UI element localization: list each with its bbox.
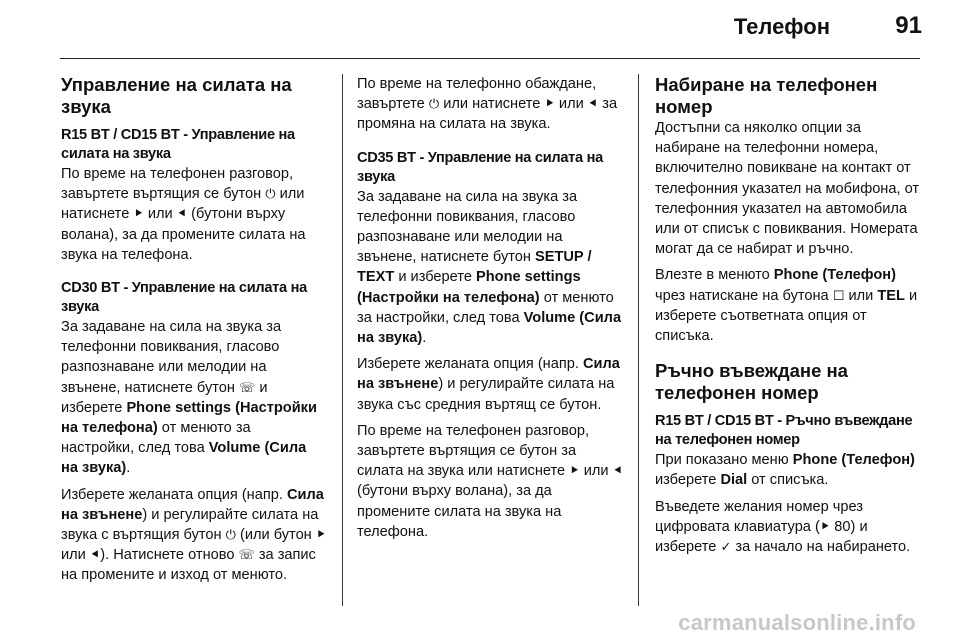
rotary-knob-icon: ⏻ [428,96,440,112]
arrow-right-icon: ⯈ [133,206,144,222]
subsection-title-r15: R15 BT / CD15 BT - Управление на силата на звука [61,127,295,162]
column-3 [655,74,921,563]
column-divider-2 [638,74,639,606]
paragraph-manual-menu: При показано меню Phone (Телефон) изберете Dial от списъка. [655,452,915,489]
watermark: carmanualsonline.info [678,610,916,635]
arrow-left-icon: ⯇ [176,206,188,222]
arrow-left-icon: ⯇ [612,463,623,479]
header-rule [60,58,920,59]
reference-arrow-icon: ⯈ [819,518,831,534]
paragraph-cd35-option: Изберете желаната опция (напр. Сила на звънене) и регулирайте силата на звука със средния въртящ се бутон. [357,356,620,413]
arrow-right-icon: ⯈ [544,96,555,112]
subsection-title-cd30: CD30 BT - Управление на силата на звука [61,280,307,316]
arrow-left-icon: ⯇ [587,96,599,112]
paragraph-cd35-settings: За задаване на сила на звука за телефонни повиквания, гласово разпознаване или мелодии на звънене, натиснете бутон SETUP / TEXT и изберете Phone settings (Настройки на телефона) от менюто за настройки, след това Volume (Сила на звука). [357,188,622,347]
section-heading-manual-entry: Ръчно въвеждане на телефонен номер [655,360,848,404]
paragraph-call-volume: По време на телефонно обаждане, завъртете ⏻ или натиснете ⯈ или ⯇ за промяна на силата на звука. [357,76,618,133]
paragraph-cd30-option: Изберете желаната опция (напр. Сила на звънене) и регулирайте силата на звука с въртящия бутон ⏻ (или бутон ⯈ или ⯇). Натиснете отново ☏ за запис на промените и изход от менюто. [61,486,327,584]
paragraph-r15-volume: По време на телефонен разговор, завъртете въртящия се бутон ⏻ или натиснете ⯈ или ⯇ (бутони върху волана), за да промените силата на звука на телефона. [61,166,306,263]
subsection-title-r15-manual: R15 BT / CD15 BT - Ръчно въвеждане на телефонен номер [655,413,913,449]
paragraph-cd35-call: По време на телефонен разговор, завъртете въртящия се бутон за силата на звука или натиснете ⯈ или ⯇ (бутони върху волана), за да промените силата на звука на телефона. [357,422,623,540]
paragraph-cd30-settings: За задаване на сила на звука за телефонни повиквания, гласово разпознаване или мелодии на звънене, натиснете бутон ☏ и изберете Phone settings (Настройки на телефона) от менюто за настройки, след това Volume (Сила на звука). [61,319,317,477]
arrow-right-icon: ⯈ [315,527,327,543]
phone-ptt-icon: ☏ [238,547,255,563]
column-divider-1 [342,74,343,606]
rotary-knob-icon: ⏻ [225,527,236,543]
paragraph-dialing-options: Достъпни са няколко опции за набиране на телефонни номера, включително повикване на контакт от телефонния указател на мобифона, от телефонния указател на автомобила или от списък с повиквания. Номерата могат да се набират и ръчно. [655,120,920,258]
page-title: Телефон [733,14,830,39]
paragraph-manual-keypad: Въведете желания номер чрез цифровата клавиатура (⯈ 80) и изберете ✓ за начало на набирането. [655,498,911,556]
page-number: 91 [895,12,922,39]
phone-key-icon: ☐ [832,287,845,303]
arrow-right-icon: ⯈ [569,463,580,479]
column-2 [357,74,623,548]
page-header [0,0,960,56]
rotary-knob-icon: ⏻ [265,186,276,202]
paragraph-phone-menu: Влезте в менюто Phone (Телефон) чрез натискане на бутона ☐ или TEL и изберете съответната опция от списъка. [655,267,918,345]
column-1 [61,74,327,592]
section-heading-dialing: Набиране на телефонен номер [655,74,878,117]
arrow-left-icon: ⯇ [89,547,101,563]
subsection-title-cd35: CD35 BT - Управление на силата на звука [357,149,603,185]
phone-ptt-icon: ☏ [239,379,256,395]
call-icon: ✓ [720,539,732,555]
section-heading-volume: Управление на силата на звука [61,74,292,117]
